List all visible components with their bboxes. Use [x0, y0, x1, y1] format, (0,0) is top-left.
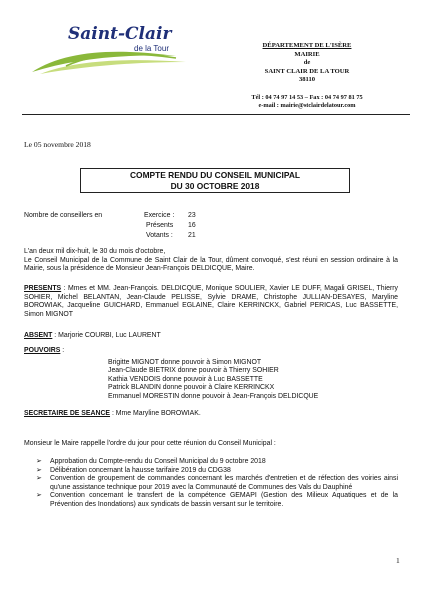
agenda-list [36, 458, 398, 510]
intro-line-1: L'an deux mil dix-huit, le 30 du mois d'octobre, [24, 248, 166, 255]
count-exercice-value: 23 [188, 212, 196, 219]
count-exercice-label: Exercice : [144, 212, 175, 219]
session-intro [24, 248, 398, 274]
mairie-label: MAIRIE [294, 50, 320, 58]
agenda-intro: Monsieur le Maire rappelle l'ordre du jour pour cette réunion du Conseil Municipal : [24, 440, 276, 447]
secretaire-paragraph [24, 410, 398, 419]
pouvoir-item: Jean-Claude BIETRIX donne pouvoir à Thierry SOHIER [108, 367, 279, 375]
agenda-item-text: Convention de groupement de commandes concernant les marchés d'entretien et de réfection des voiries ainsi qu'une assistance technique pour 2019 avec la Communauté de Communes des Vals du Dauphiné [50, 475, 398, 491]
document-title: COMPTE RENDU DU CONSEIL MUNICIPAL [130, 170, 300, 180]
pouvoir-item: Kathia VENDOIS donne pouvoir à Luc BASSETTE [108, 375, 263, 383]
pouvoir-item: Patrick BLANDIN donne pouvoir à Claire KERRINCKX [108, 384, 275, 392]
agenda-item [36, 467, 398, 476]
logo-subtitle: de la Tour [134, 44, 169, 53]
agenda-item-text: Délibération concernant la hausse tarifaire 2019 du CDG38 [50, 466, 231, 474]
logo-title: Saint-Clair [68, 24, 172, 44]
commune-logo [26, 22, 226, 80]
de-label: de [303, 59, 311, 67]
email-address: e-mail : mairie@stclairdelatour.com [258, 102, 356, 110]
count-presents-value: 16 [188, 222, 196, 229]
pouvoirs-suffix: : [60, 347, 65, 354]
pouvoir-item: Emmanuel MORESTIN donne pouvoir à Jean-François DELDICQUE [108, 392, 319, 400]
page-number: 1 [396, 556, 400, 565]
agenda-item [36, 475, 398, 492]
bullet-arrow-icon: ➢ [36, 475, 42, 483]
bullet-arrow-icon: ➢ [36, 458, 42, 465]
mairie-address-block [232, 42, 382, 85]
header-divider [22, 114, 410, 115]
document-subtitle: DU 30 OCTOBRE 2018 [170, 181, 260, 191]
pouvoirs-section [24, 347, 398, 402]
secretaire-label: SECRETAIRE DE SEANCE [24, 410, 111, 417]
intro-line-2: Le Conseil Municipal de la Commune de Saint Clair de la Tour, dûment convoqué, s'est réuni en session ordinaire à la Mairie, sous la présidence de Monsieur Jean-François DELDICQUE, Maire. [24, 256, 398, 273]
agenda-item-text: Approbation du Compte-rendu du Conseil Municipal du 9 octobre 2018 [50, 458, 266, 465]
absent-paragraph [24, 332, 398, 341]
agenda-item-text: Convention concernant le transfert de la compétence GEMAPI (Gestion des Milieux Aquatiques et de la Prévention des Inondations) aux syndicats de bassin versant sur le territoire. [50, 492, 398, 508]
presents-label: PRESENTS [24, 285, 62, 292]
phone-fax: Tél : 04 74 97 14 53 – Fax : 04 74 97 81 75 [251, 94, 363, 101]
department-name: DÉPARTEMENT DE L'ISÈRE [262, 42, 352, 49]
presents-list: : Mmes et MM. Jean-François. DELDICQUE, Monique SOULIER, Xavier LE DUFF, Magali GRISEL, Thierry SOHIER, Michel BELANTAN, Jean-Claude PELISSE, Sylvie DRAME, Christophe JULLIAN-DESAYES, Maryline BOROWIAK, Jacqueline GUICHARD, Emmanuel EGLAINE, Claire KERRINCKX, Gabriel PERICAS, Luc BASSETTE, Simon MIGNOT [24, 285, 398, 318]
agenda-item [36, 492, 398, 509]
document-title-box [80, 168, 350, 193]
counts-label: Nombre de conseillers en [24, 212, 103, 219]
commune-name: SAINT CLAIR DE LA TOUR [264, 67, 350, 75]
absent-label: ABSENT [24, 332, 53, 339]
bullet-arrow-icon: ➢ [36, 492, 42, 500]
count-votants-value: 21 [188, 232, 196, 239]
count-votants-label: Votants : [146, 232, 173, 239]
pouvoir-item: Brigitte MIGNOT donne pouvoir à Simon MIGNOT [108, 358, 262, 366]
postcode: 38110 [298, 76, 316, 84]
count-presents-label: Présents [146, 222, 174, 229]
secretaire-name: : Mme Maryline BOROWIAK. [110, 410, 201, 417]
bullet-arrow-icon: ➢ [36, 466, 42, 474]
agenda-item [36, 458, 398, 467]
document-date: Le 05 novembre 2018 [24, 140, 91, 149]
presents-paragraph [24, 285, 398, 319]
contact-block [218, 94, 396, 111]
absent-list: : Marjorie COURBI, Luc LAURENT [52, 332, 161, 339]
pouvoirs-label: POUVOIRS [24, 347, 61, 354]
